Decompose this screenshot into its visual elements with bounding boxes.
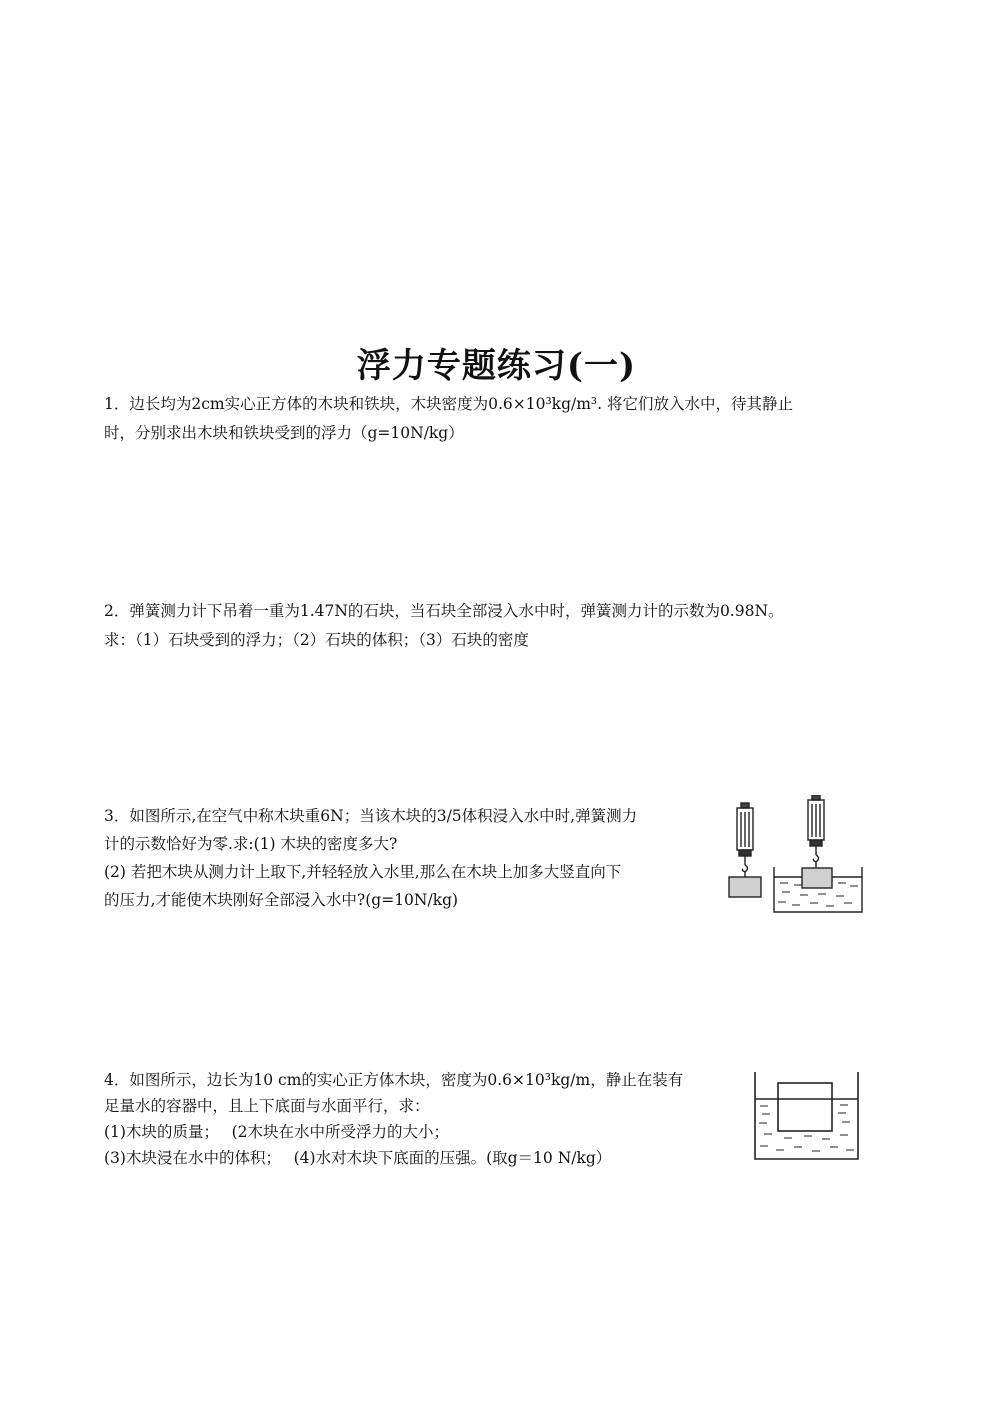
question-1-line-1: 1．边长均为2cm实心正方体的木块和铁块，木块密度为0.6×10³kg/m³. 将它们放入水中，待其静止	[104, 395, 793, 413]
question-4-line-3: (1)木块的质量； (2木块在水中所受浮力的大小；	[104, 1123, 450, 1141]
question-2-line-1: 2．弹簧测力计下吊着一重为1.47N的石块，当石块全部浸入水中时，弹簧测力计的示数为0.98N。	[104, 602, 784, 620]
question-3-line-3: (2) 若把木块从测力计上取下,并轻轻放入水里,那么在木块上加多大竖直向下	[104, 863, 622, 881]
wooden-block	[778, 1083, 832, 1131]
question-2-line-2: 求：（1）石块受到的浮力；（2）石块的体积；（3）石块的密度	[104, 631, 529, 649]
question-1	[104, 390, 793, 448]
spring-scale-in-water	[774, 795, 862, 912]
question-3-line-1: 3．如图所示,在空气中称木块重6N；当该木块的3/5体积浸入水中时,弹簧测力	[104, 807, 638, 825]
question-1-line-2: 时，分别求出木块和铁块受到的浮力（g=10N/kg）	[104, 424, 464, 442]
question-2	[104, 597, 784, 655]
question-4-line-1: 4．如图所示，边长为10 cm的实心正方体木块，密度为0.6×10³kg/m，静止在装有	[104, 1071, 684, 1089]
spring-scale-in-air	[729, 803, 761, 897]
question-4-line-2: 足量水的容器中，且上下底面与水面平行，求：	[104, 1097, 430, 1115]
water-lines	[759, 1105, 854, 1151]
floating-block-figure	[750, 1068, 865, 1164]
question-4-line-4: (3)木块浸在水中的体积； (4)水对木块下底面的压强。(取g＝10 N/kg）	[104, 1149, 612, 1167]
container-outline	[755, 1072, 858, 1159]
question-3-line-2: 计的示数恰好为零.求:(1) 木块的密度多大?	[104, 835, 398, 853]
question-3-line-4: 的压力,才能使木块刚好全部浸入水中?(g=10N/kg)	[104, 891, 459, 909]
question-4	[104, 1067, 683, 1171]
question-3	[104, 802, 637, 914]
spring-scale-figure	[722, 795, 867, 915]
page-title: 浮力专题练习(一)	[356, 346, 637, 386]
